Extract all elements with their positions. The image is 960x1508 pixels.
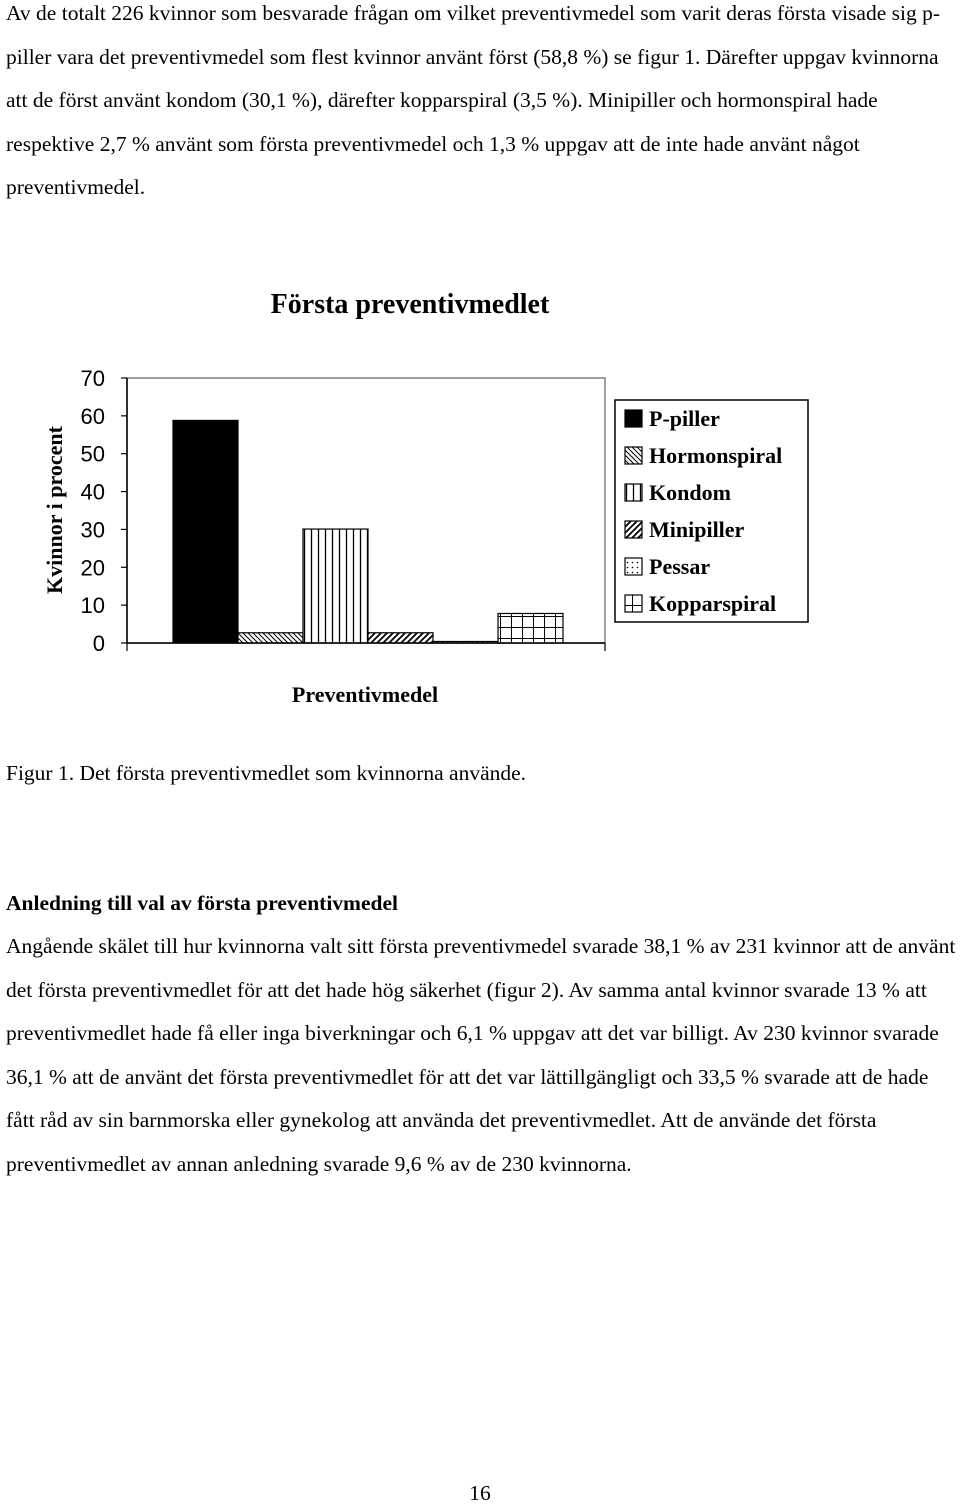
legend-label: Kondom — [649, 480, 731, 505]
y-axis-label: Kvinnor i procent — [42, 426, 67, 594]
legend-label: Kopparspiral — [649, 591, 777, 616]
bar-chart — [0, 270, 960, 720]
chart-title: Första preventivmedlet — [270, 289, 550, 320]
y-tick-label: 20 — [80, 555, 105, 581]
legend-swatch — [625, 595, 642, 612]
legend-swatch — [625, 521, 642, 538]
legend-label: Minipiller — [649, 517, 745, 542]
legend-label: P-piller — [649, 406, 720, 431]
x-axis-label: Preventivmedel — [291, 682, 439, 707]
y-tick-label: 10 — [80, 593, 105, 619]
legend-swatch — [625, 447, 642, 464]
plot-area — [81, 366, 605, 656]
bar-kopparspiral — [498, 613, 563, 643]
y-tick-label: 60 — [80, 403, 105, 429]
y-tick-label: 40 — [80, 479, 105, 505]
legend-box — [615, 400, 808, 622]
reasons-paragraph: Angående skälet till hur kvinnorna valt sitt första preventivmedel svarade 38,1 % av 231 kvinnor att de använt det första preventivmedlet för att det hade hög säkerhet (figur 2). Av samma antal kvinnor svarade 13 % att preventivmedlet hade få eller inga biverkningar och 6,1 % uppgav att det var billigt. Av 230 kvinnor svarade 36,1 % att de använt det första preventivmedlet för att det var lättillgängligt och 33,5 % svarade att de hade fått råd av sin barnmorska eller gynekolog att använda det preventivmedlet. Att de använde det första preventivmedlet av annan anledning svarade 9,6 % av de 230 kvinnorna. — [6, 934, 956, 1176]
legend-label: Hormonspiral — [649, 443, 783, 468]
bar-p-piller — [173, 420, 238, 643]
legend-swatch — [625, 558, 642, 575]
legend-swatch — [625, 410, 642, 427]
y-tick-label: 30 — [80, 517, 105, 543]
y-ticks — [81, 366, 127, 656]
intro-paragraph: Av de totalt 226 kvinnor som besvarade frågan om vilket preventivmedel som varit deras första visade sig p-piller vara det preventivmedel som flest kvinnor använt först (58,8 %) se figur 1. Därefter uppgav kvinnorna att de först använt kondom (30,1 %), därefter kopparspiral (3,5 %). Minipiller och hormonspiral hade respektive 2,7 % använt som första preventivmedel och 1,3 % uppgav att de inte hade använt något preventivmedel. — [6, 1, 941, 199]
y-tick-label: 70 — [80, 366, 105, 391]
y-tick-label: 50 — [80, 441, 105, 467]
x-axis — [127, 643, 605, 651]
chart-legend — [615, 400, 808, 622]
bar-minipiller — [368, 633, 433, 643]
bar-kondom — [303, 529, 368, 643]
legend-label: Pessar — [649, 554, 711, 579]
section-heading: Anledning till val av första preventivmedel — [6, 891, 398, 915]
figure-caption: Figur 1. Det första preventivmedlet som kvinnorna använde. — [6, 761, 527, 785]
bar-hormonspiral — [238, 633, 303, 643]
legend-swatch — [625, 484, 642, 501]
page-number: 16 — [469, 1481, 491, 1505]
y-tick-label: 0 — [92, 631, 105, 656]
figure-1-chart — [0, 270, 960, 720]
